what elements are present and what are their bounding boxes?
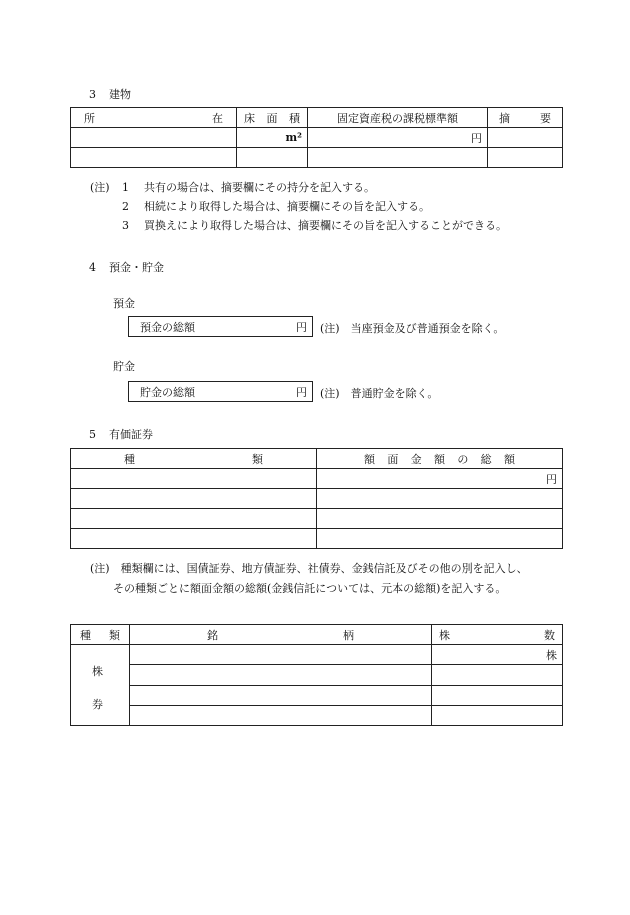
brand-cell[interactable] bbox=[130, 665, 432, 685]
brand-cell[interactable] bbox=[130, 705, 432, 725]
stocks-table bbox=[70, 624, 563, 726]
face-total-cell[interactable] bbox=[317, 489, 563, 509]
header-tax-base: 固定資産税の課税標準額 bbox=[308, 108, 488, 128]
deposit-total-unit: 円 bbox=[296, 320, 307, 334]
securities-header-row bbox=[71, 449, 563, 469]
buildings-table bbox=[70, 107, 563, 168]
stocks-row-4 bbox=[71, 705, 563, 725]
buildings-header-row bbox=[71, 108, 563, 128]
stocks-header-row bbox=[71, 625, 563, 645]
securities-row-1 bbox=[71, 469, 563, 489]
share-count-cell[interactable]: 株 bbox=[432, 645, 563, 665]
savings-total-label: 貯金の総額 bbox=[140, 385, 195, 399]
share-count-cell[interactable] bbox=[432, 665, 563, 685]
face-total-cell[interactable]: 円 bbox=[317, 469, 563, 489]
savings-total-box[interactable] bbox=[128, 381, 313, 402]
stocks-row-2 bbox=[71, 665, 563, 685]
face-total-cell[interactable] bbox=[317, 529, 563, 549]
stock-kind-label-top: 株 bbox=[92, 665, 103, 678]
buildings-row-1 bbox=[71, 128, 563, 148]
kind-cell[interactable] bbox=[71, 529, 317, 549]
section4-title bbox=[89, 259, 164, 275]
securities-row-2 bbox=[71, 489, 563, 509]
face-total-cell[interactable] bbox=[317, 509, 563, 529]
kind-cell[interactable] bbox=[71, 509, 317, 529]
section3-note-2: 2 相続により取得した場合は、摘要欄にその旨を記入する。 bbox=[122, 200, 430, 213]
securities-row-4 bbox=[71, 529, 563, 549]
location-cell[interactable] bbox=[71, 128, 237, 148]
section3-number: 3 bbox=[89, 88, 96, 101]
section5-number: 5 bbox=[89, 428, 96, 441]
deposit-note: (注) 当座預金及び普通預金を除く。 bbox=[320, 322, 505, 335]
section3-note-1: (注) 1 共有の場合は、摘要欄にその持分を記入する。 bbox=[90, 181, 375, 194]
buildings-row-2 bbox=[71, 148, 563, 168]
section3-title bbox=[89, 86, 131, 102]
location-cell[interactable] bbox=[71, 148, 237, 168]
floor-area-cell[interactable]: m² bbox=[237, 128, 308, 148]
stock-kind-merged-cell bbox=[71, 645, 130, 726]
section4-number: 4 bbox=[89, 261, 96, 274]
deposit-heading: 預金 bbox=[113, 297, 135, 310]
header-remarks: 摘 要 bbox=[488, 108, 563, 128]
section4-title-text: 預金・貯金 bbox=[109, 261, 164, 274]
securities-table bbox=[70, 448, 563, 549]
section3-note-3: 3 買換えにより取得した場合は、摘要欄にその旨を記入することができる。 bbox=[122, 219, 507, 232]
savings-heading: 貯金 bbox=[113, 360, 135, 373]
deposit-total-label: 預金の総額 bbox=[140, 320, 195, 334]
brand-cell[interactable] bbox=[130, 685, 432, 705]
tax-base-cell[interactable]: 円 bbox=[308, 128, 488, 148]
header-stock-kind: 種 類 bbox=[71, 625, 130, 645]
share-count-cell[interactable] bbox=[432, 685, 563, 705]
share-count-cell[interactable] bbox=[432, 705, 563, 725]
header-face-total: 額 面 金 額 の 総 額 bbox=[317, 449, 563, 469]
kind-cell[interactable] bbox=[71, 469, 317, 489]
header-share-count: 株 数 bbox=[432, 625, 563, 645]
kind-cell[interactable] bbox=[71, 489, 317, 509]
stocks-row-1 bbox=[71, 645, 563, 665]
floor-area-cell[interactable] bbox=[237, 148, 308, 168]
header-kind: 種 類 bbox=[71, 449, 317, 469]
header-brand: 銘 柄 bbox=[130, 625, 432, 645]
section5-note-line-2: その種類ごとに額面金額の総額(金銭信託については、元本の総額)を記入する。 bbox=[113, 582, 507, 595]
securities-row-3 bbox=[71, 509, 563, 529]
savings-total-unit: 円 bbox=[296, 385, 307, 399]
remarks-cell[interactable] bbox=[488, 128, 563, 148]
tax-base-cell[interactable] bbox=[308, 148, 488, 168]
brand-cell[interactable] bbox=[130, 645, 432, 665]
header-location: 所 在 bbox=[71, 108, 237, 128]
section5-title-text: 有価証券 bbox=[109, 428, 153, 441]
section5-note-line-1: (注) 種類欄には、国債証券、地方債証券、社債券、金銭信託及びその他の別を記入し、 bbox=[90, 562, 528, 575]
stock-kind-label-bottom: 券 bbox=[92, 698, 103, 711]
remarks-cell[interactable] bbox=[488, 148, 563, 168]
header-floor-area: 床 面 積 bbox=[237, 108, 308, 128]
deposit-total-box[interactable] bbox=[128, 316, 313, 337]
section5-title bbox=[89, 426, 153, 442]
savings-note: (注) 普通貯金を除く。 bbox=[320, 387, 439, 400]
stocks-row-3 bbox=[71, 685, 563, 705]
section3-title-text: 建物 bbox=[109, 88, 131, 101]
